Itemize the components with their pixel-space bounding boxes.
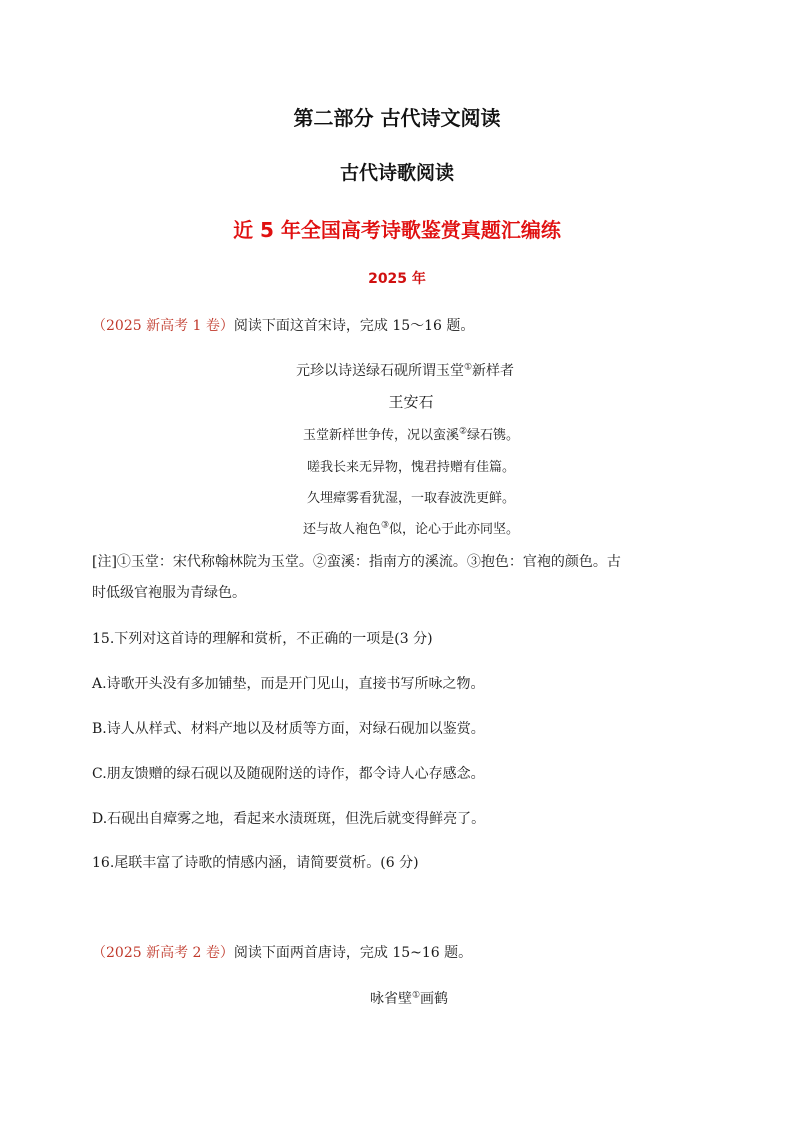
option-d: D.石砚出自瘴雾之地，看起来水渍斑斑，但洗后就变得鲜亮了。 — [92, 811, 486, 827]
poem2-title-note-mark: ① — [411, 990, 421, 1001]
poem1-line-4 — [0, 518, 794, 537]
poem1-note-line-1: [注]①玉堂：宋代称翰林院为玉堂。②蛮溪：指南方的溪流。③抱色：官袍的颜色。古 — [92, 554, 621, 570]
question-16: 16.尾联丰富了诗歌的情感内涵，请简要赏析。(6 分) — [92, 855, 419, 871]
poem1-line-4-b: 似，论心于此亦同坚。 — [389, 522, 520, 537]
q1-intro — [92, 315, 474, 335]
poem1-line-1-a: 玉堂新样世争传，况以蛮溪 — [302, 428, 459, 443]
section-heading: 古代诗歌阅读 — [339, 162, 454, 184]
q1-source-tag: （2025 新高考 1 卷） — [92, 318, 234, 334]
poem1-line-3: 久埋瘴雾看犹湿，一取春波洗更鲜。 — [306, 491, 515, 506]
poem2-title-text-b: 画鹤 — [420, 991, 449, 1007]
poem1-title-text-b: 新样者 — [472, 363, 515, 379]
q2-intro — [92, 942, 472, 962]
poem1-line-1 — [0, 424, 794, 443]
poem1-note-line-2: 时低级官袍服为青绿色。 — [92, 585, 246, 601]
q2-intro-text: 阅读下面两首唐诗，完成 15~16 题。 — [233, 945, 473, 961]
poem1-author: 王安石 — [388, 393, 434, 411]
part-heading: 第二部分 古代诗文阅读 — [293, 106, 501, 130]
q1-intro-text: 阅读下面这首宋诗，完成 15～16 题。 — [233, 318, 475, 334]
poem1-line-1-note-mark: ② — [458, 426, 468, 437]
poem1-line-2: 嗟我长来无异物，愧君持赠有佳篇。 — [306, 460, 515, 475]
poem1-line-1-b: 绿石镌。 — [467, 428, 520, 443]
poem1-line-4-a: 还与故人袍色 — [302, 522, 381, 537]
poem2-title-text-a: 咏省壁 — [369, 991, 412, 1007]
poem1-title — [0, 360, 794, 380]
poem2-title — [0, 988, 794, 1008]
q2-source-tag: （2025 新高考 2 卷） — [92, 945, 234, 961]
question-15: 15.下列对这首诗的理解和赏析，不正确的一项是(3 分) — [92, 631, 433, 647]
collection-title: 近 5 年全国高考诗歌鉴赏真题汇编练 — [233, 218, 561, 242]
option-c: C.朋友馈赠的绿石砚以及随砚附送的诗作，都令诗人心存感念。 — [92, 766, 485, 782]
option-b: B.诗人从样式、材料产地以及材质等方面，对绿石砚加以鉴赏。 — [92, 721, 485, 737]
poem1-title-note-mark: ① — [463, 362, 473, 373]
poem1-title-text-a: 元珍以诗送绿石砚所谓玉堂 — [295, 363, 464, 379]
poem1-line-4-note-mark: ③ — [380, 520, 390, 531]
year-heading: 2025 年 — [368, 271, 426, 287]
option-a: A.诗歌开头没有多加铺垫，而是开门见山，直接书写所咏之物。 — [92, 676, 485, 692]
